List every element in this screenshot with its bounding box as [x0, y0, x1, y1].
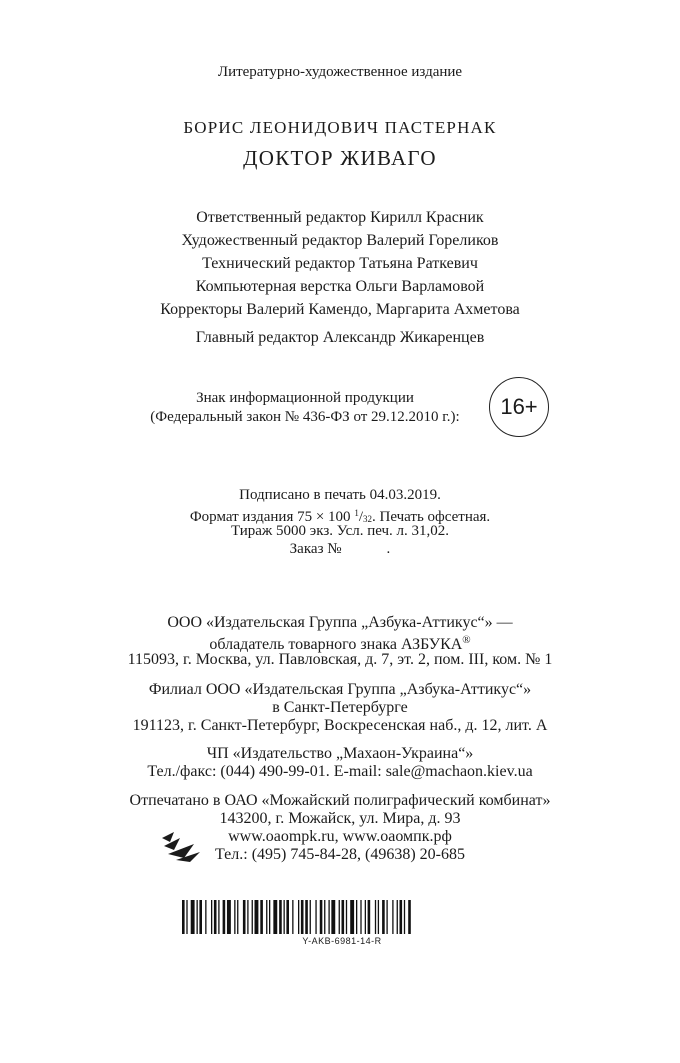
format-prefix: Формат издания 75 × 100 — [189, 509, 351, 525]
barcode-bar — [320, 900, 323, 934]
branch-name: Филиал ООО «Издательская Группа „Азбука-Аттикус“» — [148, 681, 532, 698]
info-sign-law: (Федеральный закон № 436-ФЗ от 29.12.2010 г.): — [150, 409, 460, 425]
ukraine-contacts: Тел./факс: (044) 490-99-01. E-mail: sale@machaon.kiev.ua — [147, 763, 533, 780]
barcode — [182, 900, 502, 950]
barcode-bar — [310, 900, 311, 934]
barcode-bar — [378, 900, 379, 934]
barcode-bar — [199, 900, 202, 934]
barcode-bar — [197, 900, 198, 934]
printer-address: 143200, г. Можайск, ул. Мира, д. 93 — [219, 810, 461, 827]
printer-phones: Тел.: (495) 745-84-28, (49638) 20-685 — [215, 846, 465, 863]
barcode-bar — [328, 900, 329, 934]
barcode-bar — [269, 900, 270, 934]
order-number: Заказ № . — [289, 541, 391, 557]
publisher-address: 115093, г. Москва, ул. Павловская, д. 7, эт. 2, пом. III, ком. № 1 — [127, 651, 553, 668]
barcode-bar — [284, 900, 285, 934]
barcode-bar — [375, 900, 376, 934]
age-rating-badge: 16+ — [489, 377, 549, 437]
barcode-bar — [386, 900, 387, 934]
barcode-bar — [324, 900, 325, 934]
barcode-bar — [255, 900, 259, 934]
barcode-bar — [298, 900, 299, 934]
book-title: ДОКТОР ЖИВАГО — [243, 146, 437, 170]
info-sign-text — [130, 389, 480, 427]
credit-line: Технический редактор Татьяна Раткевич — [202, 255, 478, 272]
barcode-bar — [408, 900, 411, 934]
chief-editor: Главный редактор Александр Жикаренцев — [195, 329, 485, 346]
barcode-bar — [368, 900, 371, 934]
info-sign-line: Знак информационной продукции — [196, 390, 414, 406]
edition-type: Литературно-художественное издание — [217, 64, 463, 80]
barcode-bar — [315, 900, 316, 934]
barcode-bar — [191, 900, 195, 934]
barcode-bar — [223, 900, 226, 934]
barcode-bar — [400, 900, 403, 934]
credit-line: Компьютерная верстка Ольги Варламовой — [195, 278, 485, 295]
signed-to-print: Подписано в печать 04.03.2019. — [239, 487, 441, 503]
registered-mark: ® — [462, 634, 471, 646]
barcode-bar — [243, 900, 246, 934]
format-suffix: . Печать офсетная. — [371, 509, 491, 525]
barcode-bar — [365, 900, 366, 934]
publisher-name: ООО «Издательская Группа „Азбука-Аттикус“» — — [167, 614, 513, 631]
credit-line: Корректоры Валерий Камендо, Маргарита Ахметова — [160, 301, 520, 318]
barcode-bar — [301, 900, 304, 934]
printer-logo-icon — [160, 828, 202, 862]
barcode-bar — [227, 900, 231, 934]
barcode-bar — [247, 900, 248, 934]
format-line: Формат издания 75 × 100 $^1/_{32}$. Печать офсетная. — [189, 508, 491, 525]
format-numerator: 1 — [354, 508, 359, 518]
credit-line: Ответственный редактор Кирилл Красник — [196, 209, 484, 226]
barcode-bar — [260, 900, 263, 934]
barcode-bar — [346, 900, 347, 934]
barcode-bars — [182, 900, 502, 934]
trademark-text: обладатель товарного знака АЗБУКА — [209, 636, 463, 653]
branch-address: 191123, г. Санкт-Петербург, Воскресенская наб., д. 12, лит. А — [132, 717, 548, 734]
barcode-bar — [279, 900, 282, 934]
circulation: Тираж 5000 экз. Усл. печ. л. 31,02. — [230, 523, 450, 539]
book-author: БОРИС ЛЕОНИДОВИЧ ПАСТЕРНАК — [183, 118, 497, 137]
barcode-bar — [205, 900, 206, 934]
barcode-bar — [182, 900, 185, 934]
barcode-bar — [342, 900, 345, 934]
format-denominator: 32 — [362, 514, 372, 524]
branch-city: в Санкт-Петербурге — [272, 699, 408, 716]
barcode-bar — [360, 900, 361, 934]
barcode-bar — [339, 900, 340, 934]
barcode-bar — [234, 900, 235, 934]
barcode-bar — [273, 900, 277, 934]
barcode-number: Y-AKB-6981-14-R — [302, 936, 382, 946]
barcode-bar — [382, 900, 385, 934]
barcode-bar — [392, 900, 393, 934]
barcode-bar — [305, 900, 308, 934]
barcode-bar — [214, 900, 217, 934]
barcode-bar — [266, 900, 267, 934]
barcode-bar — [356, 900, 357, 934]
ukraine-publisher: ЧП «Издательство „Махаон-Украина“» — [206, 745, 474, 762]
barcode-bar — [404, 900, 405, 934]
barcode-bar — [292, 900, 293, 934]
barcode-bar — [252, 900, 253, 934]
barcode-bar — [211, 900, 212, 934]
barcode-bar — [186, 900, 187, 934]
barcode-bar — [331, 900, 335, 934]
printer-web: www.oaompk.ru, www.оаомпк.рф — [228, 828, 452, 845]
printer-name: Отпечатано в ОАО «Можайский полиграфический комбинат» — [129, 792, 551, 809]
barcode-bar — [218, 900, 219, 934]
barcode-bar — [286, 900, 289, 934]
credit-line: Художественный редактор Валерий Гореликов — [181, 232, 499, 249]
barcode-bar — [350, 900, 354, 934]
barcode-bar — [397, 900, 398, 934]
barcode-bar — [237, 900, 238, 934]
